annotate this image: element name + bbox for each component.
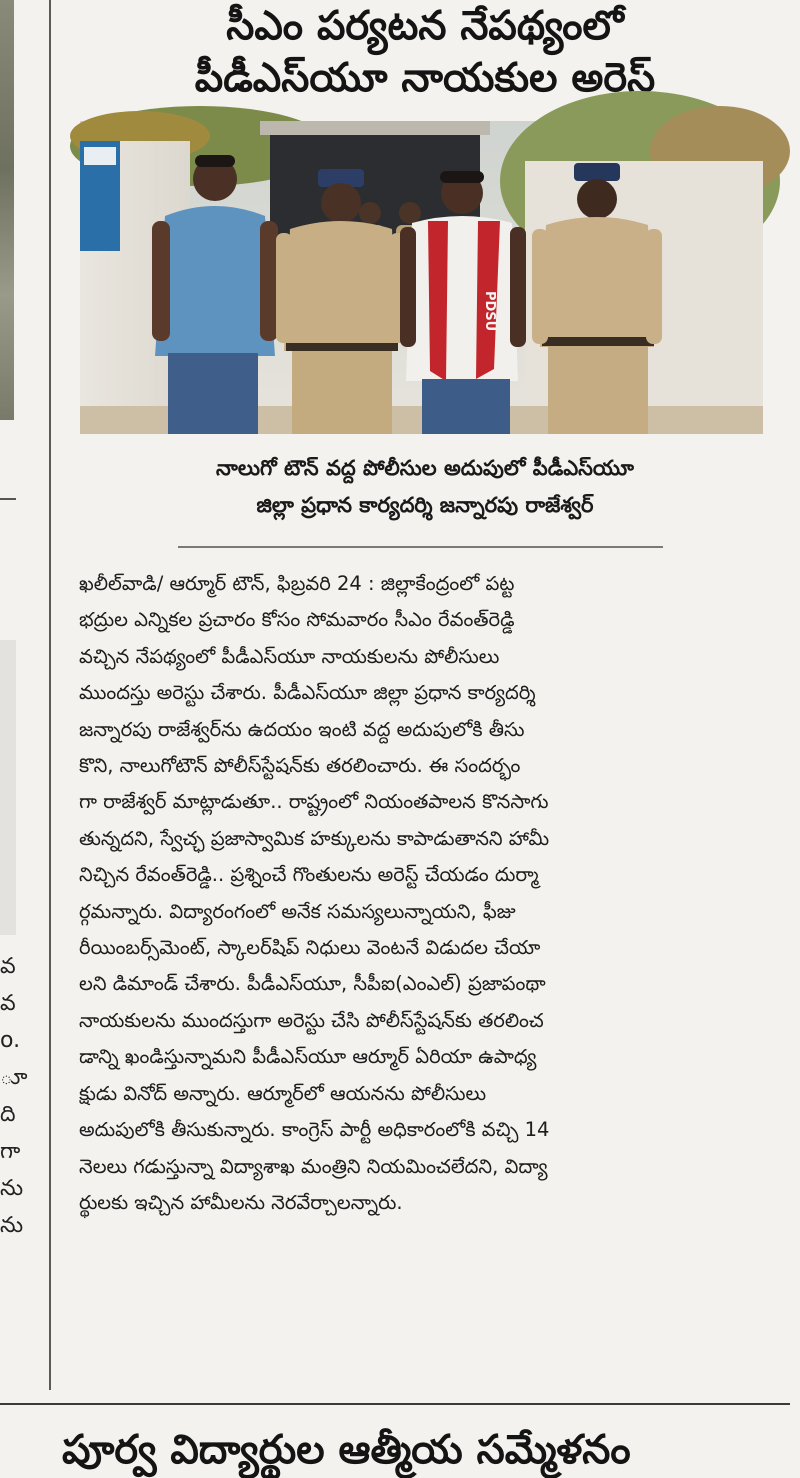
body-line: నాయకులను ముందస్తుగా అరెస్టు చేసి పోలీస్‌స్టేషన్‌కు తరలించ: [79, 1008, 544, 1032]
body-line: కొని, నాలుగోటౌన్ పోలీస్‌స్టేషన్‌కు తరలించారు. ఈ సందర్భం: [79, 754, 521, 778]
body-line: అదుపులోకి తీసుకున్నారు. కాంగ్రెస్ పార్టీ అధికారంలోకి వచ్చి 14: [79, 1118, 550, 1142]
section-divider: [0, 1403, 790, 1405]
neighbor-char: ది: [0, 1102, 16, 1127]
body-line: భద్రుల ఎన్నికల ప్రచారం కోసం సోమవారం సీఎం రేవంత్‌రెడ్డి: [79, 608, 515, 632]
neighbor-char: ను: [0, 1213, 24, 1238]
neighbor-char: o.: [0, 1028, 21, 1053]
body-line: క్షుడు వినోద్ అన్నారు. ఆర్మూర్‌లో ఆయనను పోలీసులు: [79, 1081, 487, 1105]
body-line: ర్థులకు ఇచ్చిన హామీలను నెరవేర్చాలన్నారు.: [79, 1190, 403, 1214]
caption-line: జిల్లా ప్రధాన కార్యదర్శి జన్నారపు రాజేశ్వర్: [256, 493, 594, 517]
body-line: ముందస్తు అరెస్టు చేశారు. పీడీఎస్‌యూ జిల్లా ప్రధాన కార్యదర్శి: [79, 681, 536, 705]
body-line: నిచ్చిన రేవంత్‌రెడ్డి.. ప్రశ్నించే గొంతులను అరెస్ట్ చేయడం దుర్మా: [79, 863, 539, 887]
body-line: నెలలు గడుస్తున్నా విద్యాశాఖ మంత్రిని నియమించలేదని, విద్యా: [79, 1154, 548, 1178]
neighbor-char: ూ: [0, 1065, 28, 1090]
article-body: [79, 566, 769, 1221]
headline-line: సీఎం పర్యటన నేపథ్యంలో: [226, 3, 624, 49]
scarf-banner-text: PDSU: [482, 291, 497, 332]
neighbor-char: ను: [0, 1176, 24, 1201]
neighbor-char: వ: [0, 954, 16, 979]
news-photo: [80, 121, 763, 434]
body-line: ఖలీల్‌వాడి/ ఆర్మూర్ టౌన్, ఫిబ్రవరి 24 : జిల్లాకేంద్రంలో పట్ట: [79, 572, 515, 595]
neighbor-column: [0, 0, 50, 1390]
neighbor-rule: [0, 498, 16, 500]
body-line: లని డిమాండ్ చేశారు. పీడీఎస్‌యూ, సీపీఐ(ఎంఎల్) ప్రజాపంథా: [79, 972, 546, 996]
neighbor-photo-edge: [0, 0, 14, 420]
column-divider: [49, 0, 51, 1390]
body-line: వచ్చిన నేపథ్యంలో పీడీఎస్‌యూ నాయకులను పోలీసులు: [79, 644, 500, 668]
article-headline: [60, 0, 790, 104]
photo-illustration: [80, 121, 763, 434]
next-article-headline: పూర్వ విద్యార్థుల ఆత్మీయ సమ్మేళనం: [62, 1427, 631, 1473]
caption-line: నాలుగో టౌన్ వద్ద పోలీసుల అదుపులో పీడీఎస్‌యూ: [216, 456, 634, 480]
neighbor-char: గా: [0, 1139, 21, 1164]
body-line: గా రాజేశ్వర్ మాట్లాడుతూ.. రాష్ట్రంలో నియంతపాలన కొనసాగు: [79, 790, 549, 814]
body-line: జన్నారపు రాజేశ్వర్‌ను ఉదయం ఇంటి వద్ద అదుపులోకి తీసు: [79, 717, 525, 741]
body-line: డాన్ని ఖండిస్తున్నామని పీడీఎస్‌యూ ఆర్మూర్ ఏరియా ఉపాధ్య: [79, 1045, 537, 1069]
neighbor-char: వ: [0, 991, 16, 1016]
neighbor-box-edge: [0, 640, 16, 935]
photo-caption: [70, 450, 780, 524]
body-line: తున్నదని, స్వేచ్ఛ ప్రజాస్వామిక హక్కులను కాపాడుతానని హామీ: [79, 826, 550, 850]
neighbor-text-edge: [0, 948, 28, 1244]
body-line: ర్గమన్నారు. విద్యారంగంలో అనేక సమస్యలున్నాయని, ఫీజు: [79, 899, 516, 923]
body-line: రీయింబర్స్‌మెంట్, స్కాలర్‌షిప్ నిధులు వెంటనే విడుదల చేయా: [79, 936, 541, 960]
caption-rule: [178, 546, 663, 548]
headline-line: పీడీఎస్‌యూ నాయకుల అరెస్ట్: [194, 55, 656, 101]
